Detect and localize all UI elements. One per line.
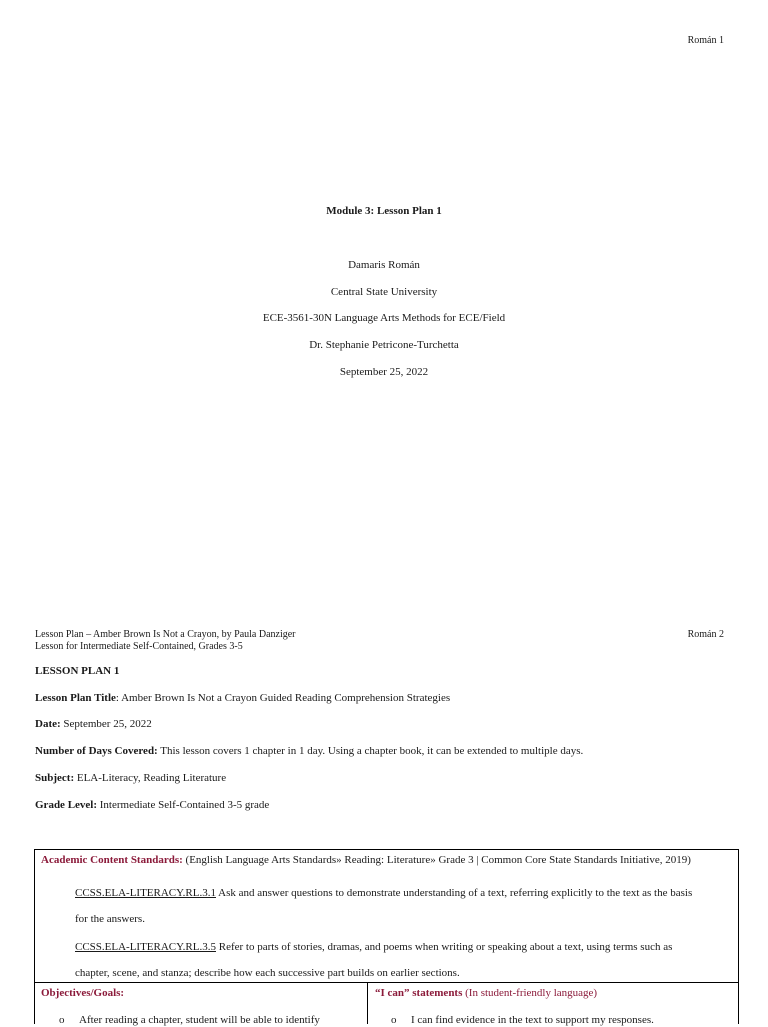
field-label: Grade Level:	[35, 799, 98, 811]
field-value: September 25, 2022	[63, 718, 152, 730]
standard-1	[75, 880, 735, 932]
standard-1-code[interactable]: CCSS.ELA-LITERACY.RL.3.1	[75, 887, 216, 899]
bullet-icon: o	[391, 1014, 397, 1026]
course-name: ECE-3561-30N Language Arts Methods for ECE/Field	[262, 312, 506, 324]
standard-1-text: Ask and answer questions to demonstrate understanding of a text, referring explicitly to the text as the basis	[218, 887, 693, 899]
field-lesson-title	[35, 692, 450, 704]
objectives-label: Objectives/Goals:	[41, 987, 125, 999]
running-header-line1: Lesson Plan – Amber Brown Is Not a Crayon, by Paula Danziger	[35, 629, 296, 640]
field-sep: :	[115, 692, 122, 704]
lesson-heading: LESSON PLAN 1	[35, 665, 120, 677]
field-date	[35, 718, 152, 730]
document-title: Module 3: Lesson Plan 1	[326, 205, 442, 217]
standards-source: (English Language Arts Standards» Reading: Literature» Grade 3 | Common Core State Standards Initiative, 2019)	[185, 854, 691, 866]
page-number-2: Román 2	[687, 629, 724, 640]
instructor-name: Dr. Stephanie Petricone-Turchetta	[309, 339, 459, 351]
field-value: Intermediate Self-Contained 3-5 grade	[99, 799, 270, 811]
table-divider	[35, 982, 738, 983]
standard-2-text: Refer to parts of stories, dramas, and poems when writing or speaking about a text, using terms such as	[218, 941, 673, 953]
standards-header	[41, 853, 736, 867]
standard-1-text-cont: for the answers.	[75, 913, 145, 925]
field-label: Number of Days Covered:	[35, 745, 158, 757]
field-label: Subject:	[35, 772, 75, 784]
field-days-covered	[35, 745, 583, 757]
field-grade-level	[35, 799, 269, 811]
standard-2-text-cont: chapter, scene, and stanza; describe how each successive part builds on earlier sections.	[75, 967, 460, 979]
field-label: Date:	[35, 718, 61, 730]
field-value: Amber Brown Is Not a Crayon Guided Reading Comprehension Strategies	[121, 692, 451, 704]
ican-header	[375, 986, 597, 1000]
submission-date: September 25, 2022	[339, 366, 429, 378]
field-value: This lesson covers 1 chapter in 1 day. Using a chapter book, it can be extended to multiple days.	[160, 745, 584, 757]
institution: Central State University	[330, 286, 438, 298]
standard-2-code[interactable]: CCSS.ELA-LITERACY.RL.3.5	[75, 941, 216, 953]
objective-item	[59, 1013, 320, 1027]
field-subject	[35, 772, 226, 784]
field-label: Lesson Plan Title	[35, 692, 116, 704]
column-divider	[367, 982, 368, 1024]
running-header-line2: Lesson for Intermediate Self-Contained, Grades 3-5	[35, 641, 243, 652]
ican-label: “I can” statements	[375, 987, 463, 999]
standards-label: Academic Content Standards:	[41, 854, 183, 866]
ican-text: I can find evidence in the text to support my responses.	[411, 1014, 654, 1026]
running-header	[35, 629, 296, 653]
field-value: ELA-Literacy, Reading Literature	[76, 772, 227, 784]
author-name: Damaris Román	[348, 259, 420, 271]
ican-note: (In student-friendly language)	[465, 987, 598, 999]
ican-item	[391, 1013, 654, 1027]
standard-2	[75, 934, 735, 986]
lesson-table	[34, 849, 739, 1024]
page-number-1: Román 1	[687, 35, 724, 46]
objective-text: After reading a chapter, student will be able to identify	[79, 1014, 320, 1026]
bullet-icon: o	[59, 1014, 65, 1026]
